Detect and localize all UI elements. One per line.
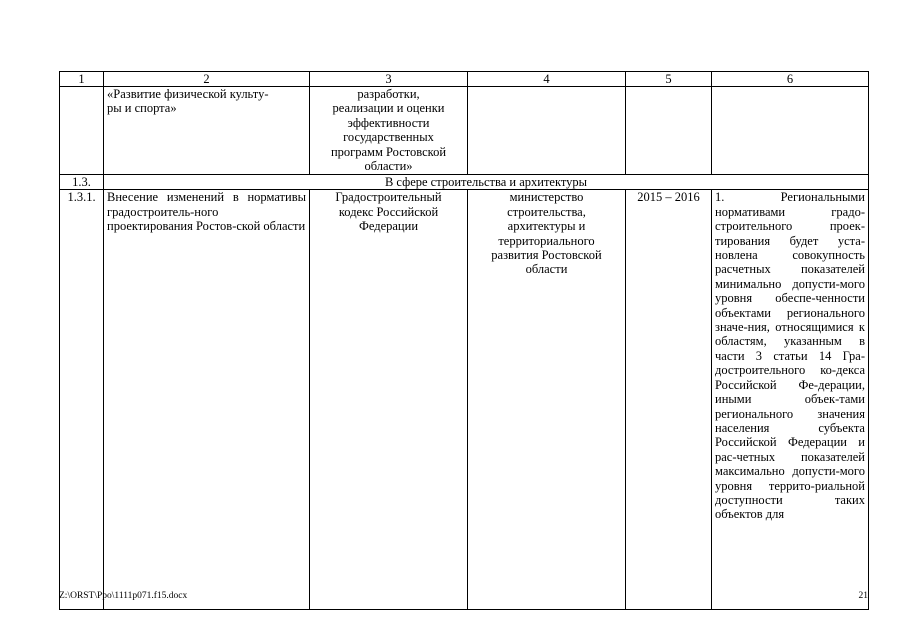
header-cell-1: 1 xyxy=(60,72,104,87)
continuation-cell-period xyxy=(626,87,712,175)
row-period: 2015 – 2016 xyxy=(626,190,712,610)
continuation-cell-result xyxy=(712,87,869,175)
table-row xyxy=(60,190,869,610)
section-title: В сфере строительства и архитектуры xyxy=(104,175,869,190)
header-cell-6: 6 xyxy=(712,72,869,87)
header-cell-5: 5 xyxy=(626,72,712,87)
program-table xyxy=(59,71,869,610)
header-row xyxy=(60,72,869,87)
continuation-cell-basis: разработки, реализации и оценки эффективности государственных программ Ростовской области» xyxy=(310,87,468,175)
row-result: 1. Региональными нормативами градо-строительного проек-тирования будет уста-новлена совокупность расчетных показателей минимально допусти-мого уровня обеспе-ченности объектами регионального значе-ния, относящимися к областям, указанным в части 3 статьи 14 Гра-достроительного ко-декса Российской Фе-дерации, иными объек-тами регионального значения населения субъекта Российской Федерации и рас-четных показателей максимально допусти-мого уровня террито-риальной доступности таких объектов для xyxy=(712,190,869,610)
continuation-row xyxy=(60,87,869,175)
header-cell-2: 2 xyxy=(104,72,310,87)
continuation-cell-description: «Развитие физической культу- ры и спорта» xyxy=(104,87,310,175)
row-executor: министерство строительства, архитектуры и территориального развития Ростовской области xyxy=(468,190,626,610)
continuation-cell-number xyxy=(60,87,104,175)
footer-page-number: 21 xyxy=(858,591,868,601)
section-number: 1.3. xyxy=(60,175,104,190)
continuation-cell-executor xyxy=(468,87,626,175)
row-description: Внесение изменений в нормативы градостроитель-ного проектирования Ростов-ской области xyxy=(104,190,310,610)
header-cell-4: 4 xyxy=(468,72,626,87)
header-cell-3: 3 xyxy=(310,72,468,87)
row-basis: Градостроительный кодекс Российской Федерации xyxy=(310,190,468,610)
row-number: 1.3.1. xyxy=(60,190,104,610)
section-row xyxy=(60,175,869,190)
footer-file-path: Z:\ORST\Ppo\1111p071.f15.docx xyxy=(59,591,188,601)
